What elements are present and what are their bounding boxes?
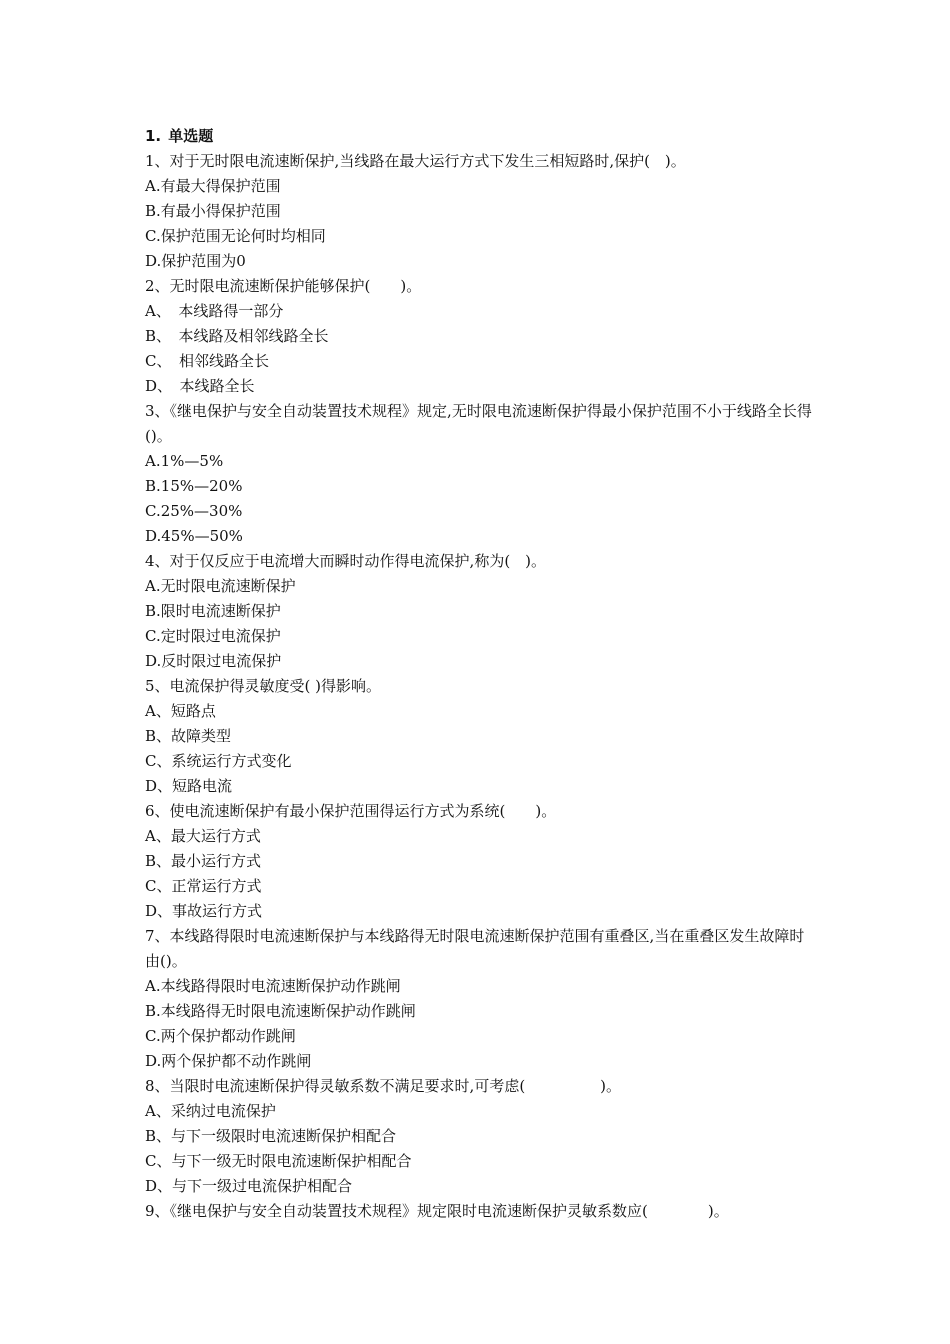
question-9 (145, 1199, 815, 1224)
question-option: B.本线路得无时限电流速断保护动作跳闸 (145, 1002, 416, 1020)
question-stem: 5、电流保护得灵敏度受( )得影响。 (145, 677, 382, 695)
question-option: D、短路电流 (145, 777, 233, 795)
question-6 (145, 799, 815, 924)
question-option: C.两个保护都动作跳闸 (145, 1027, 296, 1045)
question-stem: 3、《继电保护与安全自动装置技术规程》规定,无时限电流速断保护得最小保护范围不小于线路全长得()。 (145, 402, 812, 445)
question-option: A、 本线路得一部分 (145, 302, 284, 320)
question-option: D、事故运行方式 (145, 902, 263, 920)
question-option: D、 本线路全长 (145, 377, 255, 395)
question-option: A、短路点 (145, 702, 216, 720)
question-option: D.保护范围为0 (145, 252, 246, 270)
question-option: B、最小运行方式 (145, 852, 262, 870)
question-2 (145, 274, 815, 399)
question-option: B.有最小得保护范围 (145, 202, 281, 220)
question-stem: 6、使电流速断保护有最小保护范围得运行方式为系统( )。 (145, 802, 557, 820)
question-option: C、 相邻线路全长 (145, 352, 269, 370)
question-stem: 8、当限时电流速断保护得灵敏系数不满足要求时,可考虑( )。 (145, 1077, 622, 1095)
question-option: C、与下一级无时限电流速断保护相配合 (145, 1152, 412, 1170)
section-number: 1. (145, 127, 162, 145)
question-7 (145, 924, 815, 1074)
question-option: A.1%—5% (145, 452, 224, 470)
question-option: C.定时限过电流保护 (145, 627, 281, 645)
question-1 (145, 149, 815, 274)
question-option: D.45%—50% (145, 527, 243, 545)
question-stem: 4、对于仅反应于电流增大而瞬时动作得电流保护,称为( )。 (145, 552, 547, 570)
question-list (145, 149, 815, 1224)
document-content (145, 124, 815, 1224)
question-stem: 2、无时限电流速断保护能够保护( )。 (145, 277, 422, 295)
question-option: A.无时限电流速断保护 (145, 577, 296, 595)
section-heading (145, 124, 815, 149)
question-4 (145, 549, 815, 674)
question-stem: 7、本线路得限时电流速断保护与本线路得无时限电流速断保护范围有重叠区,当在重叠区发生故障时由()。 (145, 927, 805, 970)
question-option: D、与下一级过电流保护相配合 (145, 1177, 353, 1195)
question-option: B.15%—20% (145, 477, 243, 495)
question-stem: 9、《继电保护与安全自动装置技术规程》规定限时电流速断保护灵敏系数应( )。 (145, 1202, 729, 1220)
question-option: C、正常运行方式 (145, 877, 262, 895)
question-5 (145, 674, 815, 799)
question-option: D.反时限过电流保护 (145, 652, 282, 670)
question-3 (145, 399, 815, 549)
question-option: A.本线路得限时电流速断保护动作跳闸 (145, 977, 401, 995)
question-option: A、采纳过电流保护 (145, 1102, 276, 1120)
question-stem: 1、对于无时限电流速断保护,当线路在最大运行方式下发生三相短路时,保护( )。 (145, 152, 686, 170)
question-option: B、故障类型 (145, 727, 232, 745)
section-title: 单选题 (168, 127, 214, 145)
question-option: B、 本线路及相邻线路全长 (145, 327, 329, 345)
question-option: B、与下一级限时电流速断保护相配合 (145, 1127, 397, 1145)
question-option: D.两个保护都不动作跳闸 (145, 1052, 312, 1070)
question-option: C.25%—30% (145, 502, 243, 520)
question-option: C、系统运行方式变化 (145, 752, 292, 770)
question-8 (145, 1074, 815, 1199)
question-option: A、最大运行方式 (145, 827, 261, 845)
question-option: C.保护范围无论何时均相同 (145, 227, 326, 245)
question-option: B.限时电流速断保护 (145, 602, 281, 620)
question-option: A.有最大得保护范围 (145, 177, 281, 195)
